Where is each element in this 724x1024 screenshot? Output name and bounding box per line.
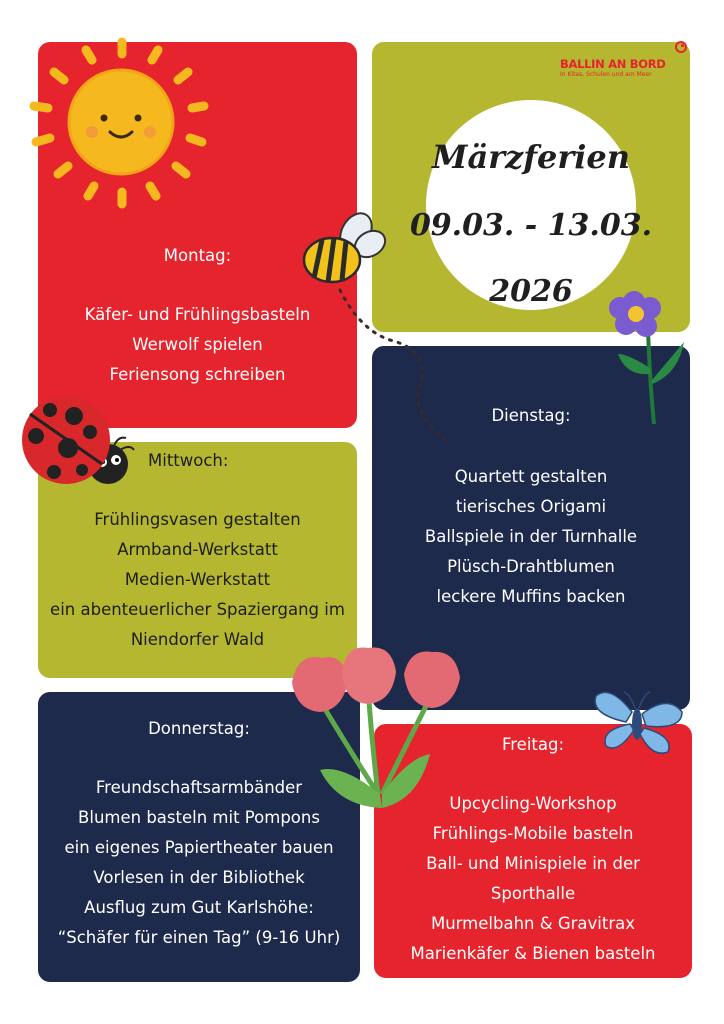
- day-label-mittwoch: Mittwoch:: [148, 451, 229, 470]
- day-label-dienstag: Dienstag:: [491, 406, 571, 425]
- list-item: ein abenteuerlicher Spaziergang im: [50, 600, 345, 619]
- brand-logo: [560, 57, 686, 78]
- list-item: Marienkäfer & Bienen basteln: [410, 944, 656, 963]
- activity-list-mittwoch: [38, 505, 357, 655]
- list-item: Armband-Werkstatt: [117, 540, 278, 559]
- page-title: Märzferien: [432, 138, 630, 176]
- list-item: ein eigenes Papiertheater bauen: [64, 838, 334, 857]
- list-item: Frühlings-Mobile basteln: [432, 824, 634, 843]
- list-item: Werwolf spielen: [132, 335, 263, 354]
- date-range: 09.03. - 13.03.: [409, 208, 653, 243]
- day-label-freitag: Freitag:: [501, 735, 565, 754]
- flower-icon: [604, 284, 684, 434]
- list-item: Murmelbahn & Gravitrax: [430, 914, 635, 933]
- list-item: tierisches Origami: [455, 497, 607, 516]
- activity-list-freitag: [374, 789, 692, 969]
- list-item: Ausflug zum Gut Karlshöhe:: [84, 898, 314, 917]
- list-item: Ball- und Minispiele in der: [426, 854, 640, 873]
- list-item: Feriensong schreiben: [109, 365, 286, 384]
- tulips-icon: [282, 644, 472, 814]
- list-item: Freundschaftsarmbänder: [95, 778, 303, 797]
- list-item: Medien-Werkstatt: [124, 570, 271, 589]
- list-item: Niendorfer Wald: [130, 630, 265, 649]
- bee-icon: [300, 210, 470, 450]
- brand-mark-icon: [674, 40, 688, 54]
- list-item: Plüsch-Drahtblumen: [447, 557, 615, 576]
- activity-list-dienstag: [372, 462, 690, 612]
- list-item: Upcycling-Workshop: [449, 794, 617, 813]
- list-item: Ballspiele in der Turnhalle: [424, 527, 638, 546]
- sun-icon: [22, 28, 222, 218]
- list-item: Frühlingsvasen gestalten: [94, 510, 301, 529]
- list-item: Käfer- und Frühlingsbasteln: [84, 305, 311, 324]
- list-item: Vorlesen in der Bibliothek: [93, 868, 305, 887]
- year: 2026: [489, 274, 573, 309]
- list-item: Sporthalle: [490, 884, 576, 903]
- day-label-montag: Montag:: [163, 246, 232, 265]
- brand-name: BALLIN AN BORD: [560, 57, 666, 71]
- list-item: Quartett gestalten: [454, 467, 608, 486]
- butterfly-icon: [590, 684, 690, 764]
- list-item: “Schäfer für einen Tag” (9-16 Uhr): [57, 928, 341, 947]
- list-item: leckere Muffins backen: [436, 587, 626, 606]
- brand-tagline: In Kitas, Schulen und am Meer: [560, 71, 652, 78]
- ladybug-icon: [18, 392, 138, 492]
- day-label-donnerstag: Donnerstag:: [148, 719, 250, 738]
- list-item: Blumen basteln mit Pompons: [78, 808, 320, 827]
